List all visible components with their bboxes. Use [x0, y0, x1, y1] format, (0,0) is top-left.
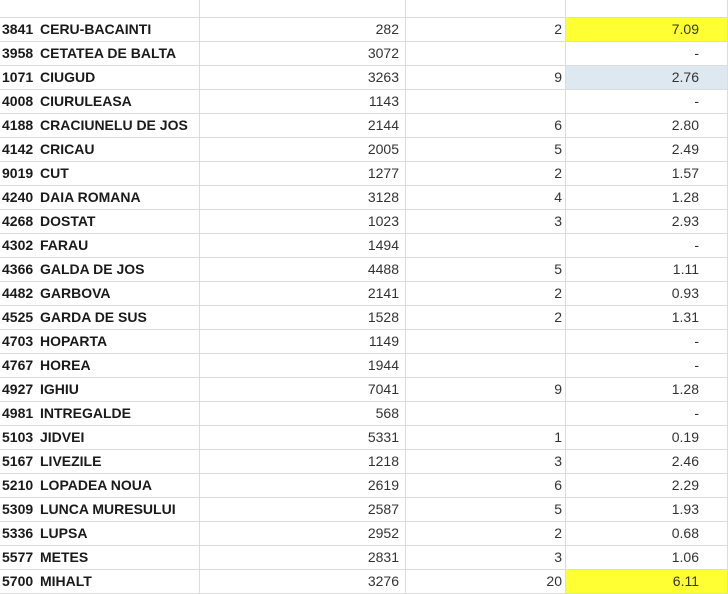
cell-code-name[interactable] [0, 282, 200, 305]
cell-rate[interactable]: 1.28 [566, 186, 728, 209]
table-row [0, 138, 728, 162]
cell-population[interactable]: 2952 [200, 522, 406, 545]
cell-population[interactable] [200, 0, 406, 17]
cell-code-name[interactable] [0, 138, 200, 161]
table-row-partial [0, 0, 728, 18]
cell-rate[interactable] [566, 0, 728, 17]
cell-rate[interactable]: 1.31 [566, 306, 728, 329]
locality-name: IGHIU [40, 381, 79, 397]
cell-count[interactable]: 6 [406, 474, 566, 497]
cell-code-name[interactable] [0, 402, 200, 425]
table-row [0, 450, 728, 474]
locality-name: CRICAU [40, 141, 95, 157]
cell-count[interactable] [406, 402, 566, 425]
table-row [0, 498, 728, 522]
cell-population[interactable]: 1218 [200, 450, 406, 473]
table-row [0, 42, 728, 66]
locality-code: 9019 [2, 165, 34, 181]
cell-rate[interactable]: 6.11 [566, 570, 728, 593]
cell-count[interactable]: 2 [406, 282, 566, 305]
locality-name: HOPARTA [40, 333, 108, 349]
locality-name: LOPADEA NOUA [40, 477, 152, 493]
table-row [0, 90, 728, 114]
locality-code: 4767 [2, 357, 34, 373]
cell-population[interactable]: 568 [200, 402, 406, 425]
locality-name: GALDA DE JOS [40, 261, 145, 277]
cell-count[interactable]: 9 [406, 66, 566, 89]
cell-count[interactable]: 5 [406, 258, 566, 281]
table-row [0, 474, 728, 498]
table-row [0, 186, 728, 210]
cell-population[interactable]: 1494 [200, 234, 406, 257]
cell-code-name[interactable] [0, 114, 200, 137]
cell-count[interactable]: 3 [406, 450, 566, 473]
cell-count[interactable]: 5 [406, 138, 566, 161]
cell-code-name[interactable] [0, 570, 200, 593]
cell-rate[interactable]: 1.06 [566, 546, 728, 569]
cell-population[interactable]: 1143 [200, 90, 406, 113]
cell-population[interactable]: 2587 [200, 498, 406, 521]
locality-name: MIHALT [40, 573, 92, 589]
cell-rate[interactable]: - [566, 354, 728, 377]
table-row [0, 162, 728, 186]
cell-code-name[interactable] [0, 474, 200, 497]
locality-code: 5210 [2, 477, 34, 493]
cell-population[interactable]: 1944 [200, 354, 406, 377]
cell-population[interactable]: 3263 [200, 66, 406, 89]
cell-population[interactable]: 3072 [200, 42, 406, 65]
cell-code-name[interactable] [0, 186, 200, 209]
cell-code-name[interactable] [0, 426, 200, 449]
locality-name: CIURULEASA [40, 93, 132, 109]
locality-name: LIVEZILE [40, 453, 102, 469]
locality-code: 5309 [2, 501, 34, 517]
cell-rate[interactable]: 2.46 [566, 450, 728, 473]
locality-name: DAIA ROMANA [40, 189, 141, 205]
cell-code-name[interactable] [0, 258, 200, 281]
table-row [0, 354, 728, 378]
cell-count[interactable] [406, 234, 566, 257]
locality-code: 4927 [2, 381, 34, 397]
locality-code: 4525 [2, 309, 34, 325]
locality-code: 4302 [2, 237, 34, 253]
locality-code: 5167 [2, 453, 34, 469]
cell-code-name[interactable] [0, 378, 200, 401]
cell-rate[interactable]: 2.49 [566, 138, 728, 161]
cell-population[interactable]: 282 [200, 18, 406, 41]
table-row [0, 234, 728, 258]
locality-name: METES [40, 549, 89, 565]
cell-population[interactable]: 2144 [200, 114, 406, 137]
locality-name: LUNCA MURESULUI [40, 501, 176, 517]
table-row [0, 330, 728, 354]
table-row [0, 402, 728, 426]
cell-count[interactable]: 1 [406, 426, 566, 449]
cell-rate[interactable]: - [566, 90, 728, 113]
locality-name: INTREGALDE [40, 405, 131, 421]
cell-count[interactable] [406, 330, 566, 353]
locality-name: CRACIUNELU DE JOS [40, 117, 188, 133]
cell-rate[interactable]: - [566, 234, 728, 257]
locality-name: LUPSA [40, 525, 88, 541]
cell-rate[interactable]: 0.68 [566, 522, 728, 545]
cell-rate[interactable]: 2.80 [566, 114, 728, 137]
locality-code: 4008 [2, 93, 34, 109]
cell-count[interactable]: 2 [406, 306, 566, 329]
locality-code: 5103 [2, 429, 34, 445]
locality-name: GARBOVA [40, 285, 111, 301]
cell-code-name[interactable] [0, 90, 200, 113]
locality-name: DOSTAT [40, 213, 96, 229]
cell-code-name[interactable] [0, 306, 200, 329]
cell-population[interactable]: 5331 [200, 426, 406, 449]
cell-population[interactable]: 1277 [200, 162, 406, 185]
cell-code-name[interactable] [0, 162, 200, 185]
table-row [0, 522, 728, 546]
cell-code-name[interactable] [0, 234, 200, 257]
cell-population[interactable]: 3276 [200, 570, 406, 593]
locality-name: FARAU [40, 237, 89, 253]
cell-population[interactable]: 2619 [200, 474, 406, 497]
cell-code-name[interactable] [0, 498, 200, 521]
locality-name: CUT [40, 165, 69, 181]
cell-count[interactable] [406, 0, 566, 17]
cell-count[interactable]: 3 [406, 546, 566, 569]
cell-code-name[interactable] [0, 450, 200, 473]
locality-code: 4240 [2, 189, 34, 205]
table-row [0, 282, 728, 306]
cell-count[interactable] [406, 42, 566, 65]
locality-code: 5700 [2, 573, 34, 589]
cell-rate[interactable]: - [566, 330, 728, 353]
cell-code-name[interactable] [0, 0, 200, 17]
cell-count[interactable]: 2 [406, 522, 566, 545]
cell-population[interactable]: 1528 [200, 306, 406, 329]
table-row [0, 210, 728, 234]
cell-count[interactable]: 6 [406, 114, 566, 137]
cell-rate[interactable]: 0.93 [566, 282, 728, 305]
locality-code: 4981 [2, 405, 34, 421]
cell-rate[interactable]: 1.57 [566, 162, 728, 185]
cell-count[interactable]: 2 [406, 18, 566, 41]
locality-code: 4703 [2, 333, 34, 349]
cell-count[interactable]: 5 [406, 498, 566, 521]
table-row [0, 306, 728, 330]
cell-population[interactable]: 4488 [200, 258, 406, 281]
cell-count[interactable]: 3 [406, 210, 566, 233]
cell-code-name[interactable] [0, 546, 200, 569]
cell-code-name[interactable] [0, 210, 200, 233]
locality-name: HOREA [40, 357, 91, 373]
cell-rate[interactable]: 0.19 [566, 426, 728, 449]
table-row [0, 66, 728, 90]
cell-rate[interactable]: 1.93 [566, 498, 728, 521]
cell-code-name[interactable] [0, 330, 200, 353]
cell-rate[interactable]: 1.28 [566, 378, 728, 401]
locality-code: 5577 [2, 549, 34, 565]
table-row [0, 258, 728, 282]
cell-rate[interactable]: 2.93 [566, 210, 728, 233]
locality-code: 4366 [2, 261, 34, 277]
table-row [0, 426, 728, 450]
cell-rate[interactable]: 1.11 [566, 258, 728, 281]
table-body [0, 18, 728, 594]
locality-code: 3958 [2, 45, 34, 61]
locality-code: 3841 [2, 21, 34, 37]
cell-count[interactable]: 20 [406, 570, 566, 593]
locality-code: 4482 [2, 285, 34, 301]
cell-rate[interactable]: - [566, 402, 728, 425]
cell-code-name[interactable] [0, 522, 200, 545]
cell-population[interactable]: 1149 [200, 330, 406, 353]
cell-count[interactable]: 4 [406, 186, 566, 209]
locality-code: 1071 [2, 69, 34, 85]
locality-name: CERU-BACAINTI [40, 21, 152, 37]
cell-rate[interactable]: 2.29 [566, 474, 728, 497]
cell-code-name[interactable] [0, 42, 200, 65]
cell-count[interactable]: 9 [406, 378, 566, 401]
cell-population[interactable]: 1023 [200, 210, 406, 233]
cell-count[interactable] [406, 354, 566, 377]
cell-population[interactable]: 2005 [200, 138, 406, 161]
table-row [0, 18, 728, 42]
cell-rate[interactable]: - [566, 42, 728, 65]
locality-code: 4188 [2, 117, 34, 133]
table-row [0, 570, 728, 594]
locality-name: JIDVEI [40, 429, 85, 445]
cell-code-name[interactable] [0, 354, 200, 377]
locality-name: CIUGUD [40, 69, 96, 85]
locality-name: CETATEA DE BALTA [40, 45, 177, 61]
cell-count[interactable]: 2 [406, 162, 566, 185]
cell-rate[interactable]: 2.76 [566, 66, 728, 89]
cell-count[interactable] [406, 90, 566, 113]
locality-code: 4142 [2, 141, 34, 157]
table-row [0, 114, 728, 138]
cell-population[interactable]: 3128 [200, 186, 406, 209]
cell-population[interactable]: 7041 [200, 378, 406, 401]
cell-population[interactable]: 2831 [200, 546, 406, 569]
table-row [0, 546, 728, 570]
cell-code-name[interactable] [0, 18, 200, 41]
locality-name: GARDA DE SUS [40, 309, 147, 325]
cell-code-name[interactable] [0, 66, 200, 89]
table-row [0, 378, 728, 402]
cell-population[interactable]: 2141 [200, 282, 406, 305]
cell-rate[interactable]: 7.09 [566, 18, 728, 41]
locality-code: 5336 [2, 525, 34, 541]
locality-code: 4268 [2, 213, 34, 229]
